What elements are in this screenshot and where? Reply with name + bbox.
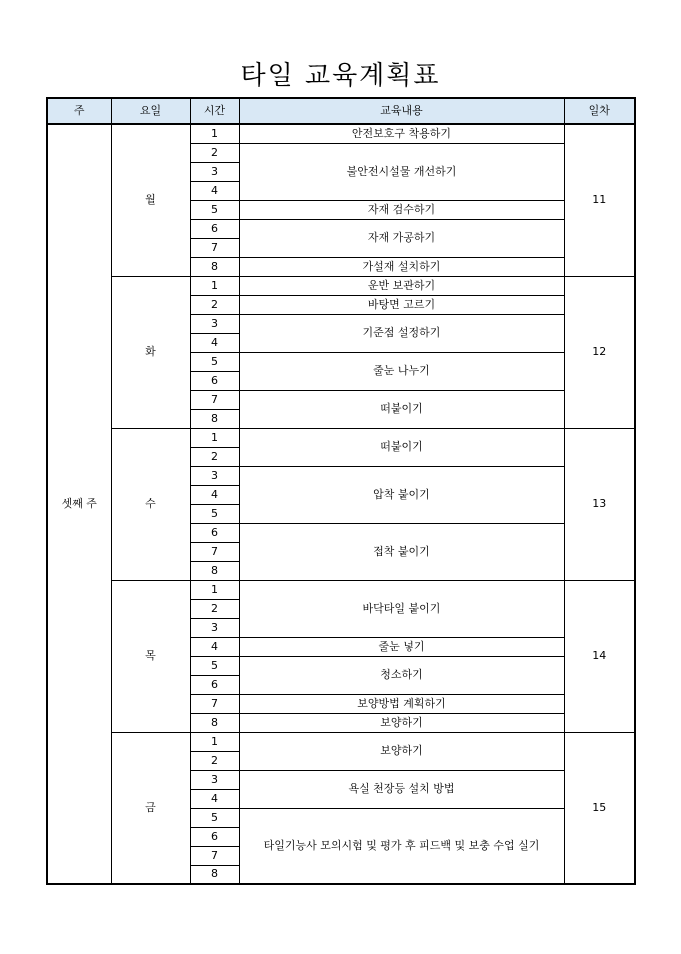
hour-cell: 6 [190,675,239,694]
content-cell: 보양하기 [239,732,564,770]
content-cell: 가설재 설치하기 [239,257,564,276]
table-body [47,124,635,884]
hour-cell: 2 [190,447,239,466]
table-header [47,98,635,124]
hour-cell: 5 [190,656,239,675]
week-label: 셋째 주 [47,124,111,884]
hour-cell: 6 [190,523,239,542]
content-cell: 바닥타일 붙이기 [239,580,564,637]
weekday-cell: 수 [111,428,190,580]
table-row [47,732,635,751]
hour-cell: 8 [190,257,239,276]
hour-cell: 4 [190,637,239,656]
content-cell: 자재 검수하기 [239,200,564,219]
content-cell: 청소하기 [239,656,564,694]
hour-cell: 1 [190,732,239,751]
dayno-cell: 13 [564,428,635,580]
header-dayno: 일차 [564,98,635,124]
hour-cell: 2 [190,751,239,770]
page-title: 타일 교육계획표 [240,61,441,91]
hour-cell: 1 [190,124,239,143]
weekday-cell: 화 [111,276,190,428]
hour-cell: 4 [190,485,239,504]
hour-cell: 7 [190,694,239,713]
content-cell: 보양방법 계획하기 [239,694,564,713]
dayno-cell: 15 [564,732,635,884]
weekday-cell: 월 [111,124,190,276]
hour-cell: 5 [190,352,239,371]
hour-cell: 4 [190,333,239,352]
hour-cell: 7 [190,542,239,561]
hour-cell: 2 [190,295,239,314]
hour-cell: 8 [190,409,239,428]
header-hour: 시간 [190,98,239,124]
content-cell: 자재 가공하기 [239,219,564,257]
hour-cell: 7 [190,238,239,257]
hour-cell: 5 [190,808,239,827]
header-weekday: 요일 [111,98,190,124]
content-cell: 줄눈 나누기 [239,352,564,390]
hour-cell: 6 [190,827,239,846]
content-cell: 줄눈 넣기 [239,637,564,656]
hour-cell: 7 [190,390,239,409]
table-row [47,580,635,599]
content-cell: 압착 붙이기 [239,466,564,523]
content-cell: 욕실 천장등 설치 방법 [239,770,564,808]
header-content: 교육내용 [239,98,564,124]
table-row [47,428,635,447]
content-cell: 운반 보관하기 [239,276,564,295]
hour-cell: 8 [190,561,239,580]
hour-cell: 3 [190,162,239,181]
hour-cell: 1 [190,580,239,599]
weekday-cell: 금 [111,732,190,884]
hour-cell: 6 [190,219,239,238]
hour-cell: 8 [190,713,239,732]
dayno-cell: 12 [564,276,635,428]
hour-cell: 1 [190,276,239,295]
hour-cell: 5 [190,200,239,219]
hour-cell: 6 [190,371,239,390]
hour-cell: 7 [190,846,239,865]
content-cell: 접착 붙이기 [239,523,564,580]
hour-cell: 4 [190,789,239,808]
dayno-cell: 14 [564,580,635,732]
hour-cell: 2 [190,143,239,162]
hour-cell: 3 [190,618,239,637]
hour-cell: 1 [190,428,239,447]
content-cell: 떠붙이기 [239,428,564,466]
hour-cell: 3 [190,314,239,333]
content-cell: 기준점 설정하기 [239,314,564,352]
content-cell: 떠붙이기 [239,390,564,428]
content-cell: 타일기능사 모의시험 및 평가 후 피드백 및 보충 수업 실기 [239,808,564,884]
content-cell: 바탕면 고르기 [239,295,564,314]
content-cell: 불안전시설물 개선하기 [239,143,564,200]
hour-cell: 2 [190,599,239,618]
hour-cell: 3 [190,466,239,485]
table-row [47,124,635,143]
hour-cell: 3 [190,770,239,789]
weekday-cell: 목 [111,580,190,732]
table-row [47,276,635,295]
education-plan-table [46,97,636,885]
content-cell: 안전보호구 착용하기 [239,124,564,143]
hour-cell: 4 [190,181,239,200]
content-cell: 보양하기 [239,713,564,732]
hour-cell: 5 [190,504,239,523]
header-week: 주 [47,98,111,124]
hour-cell: 8 [190,865,239,884]
dayno-cell: 11 [564,124,635,276]
